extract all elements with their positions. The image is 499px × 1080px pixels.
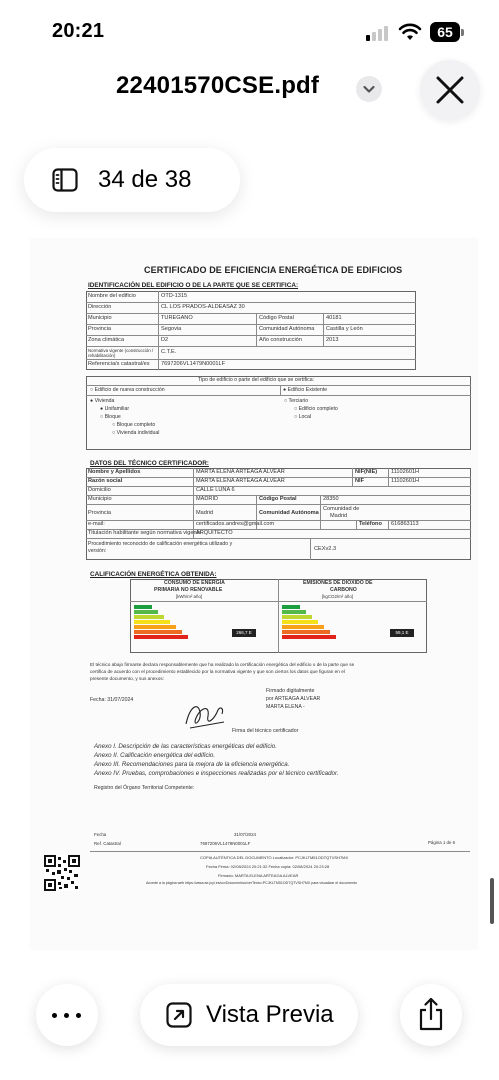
arrow-up-right-square-icon: [166, 1002, 192, 1028]
qr-code: [44, 855, 80, 891]
label-razon-social: Razón social: [88, 478, 123, 484]
emisiones-bar-b: [282, 610, 306, 614]
footer-ref-value: 7697206VL1479N0001LF: [200, 841, 251, 846]
label-provincia: Provincia: [88, 326, 112, 332]
consumo-title-1: CONSUMO DE ENERGÍA: [164, 580, 225, 586]
value-provincia: Segovia: [161, 326, 182, 332]
value-nif-nie: 11102601H: [391, 469, 420, 475]
label-municipio-tecnico: Municipio: [88, 496, 112, 502]
more-button[interactable]: [36, 984, 98, 1046]
wifi-icon: [398, 22, 422, 42]
value-telefono: 616863113: [391, 521, 419, 527]
battery-level: 65: [430, 22, 460, 42]
value-provincia-tecnico: Madrid: [196, 510, 214, 516]
label-domicilio: Domicilio: [88, 487, 111, 493]
option-local: ○ Local: [294, 414, 311, 420]
value-zona-climatica: D2: [161, 337, 169, 343]
chevron-down-icon: [356, 76, 382, 102]
consumo-bar-e: [134, 625, 176, 629]
option-bloque-completo: ○ Bloque completo: [112, 422, 156, 428]
vista-previa-label: Vista Previa: [206, 1001, 334, 1028]
value-nombre-edificio: OTD-1315: [161, 293, 188, 299]
annex-2: Anexo II. Calificación energética del edificio.: [94, 752, 216, 759]
label-ano-construccion: Año construcción: [259, 337, 302, 343]
firma-label: Firma del técnico certificador: [232, 728, 299, 734]
consumo-bar-b: [134, 610, 158, 614]
label-procedimiento-version: versión:: [88, 548, 107, 554]
consumo-bar-f: [134, 630, 182, 634]
label-direccion: Dirección: [88, 304, 112, 310]
option-edificio-existente: ● Edificio Existente: [283, 387, 328, 393]
value-razon-social: MARTA ELENA ARTEAGA ALVEAR: [196, 478, 285, 484]
label-titulacion: Titulación habilitante según normativa vigente: [88, 530, 202, 536]
option-edificio-completo: ○ Edificio completo: [294, 406, 338, 412]
consumo-bar-c: [134, 615, 164, 619]
consumo-unit: [kWh/m² año]: [176, 594, 203, 599]
option-vivienda-individual: ○ Vivienda individual: [112, 430, 160, 436]
value-municipio: TUREGANO: [161, 315, 193, 321]
footer-firmante: Firmado: MARTA ELENA ARTEAGA ALVEAR: [218, 873, 299, 878]
signed-digitally-2: por ARTEAGA ALVEAR: [266, 696, 321, 702]
close-button[interactable]: [420, 60, 480, 120]
signature-image: [180, 698, 230, 732]
consumo-value: 266,7 E: [232, 629, 256, 637]
signed-digitally-1: Firmado digitalmente: [266, 688, 315, 694]
option-bloque: ○ Bloque: [100, 414, 121, 420]
value-normativa: C.T.E.: [161, 349, 177, 355]
battery-icon: [430, 22, 464, 42]
scrollbar[interactable]: [490, 878, 494, 924]
label-email: e-mail:: [88, 521, 105, 527]
footer-ref-label: Ref. Catastral: [94, 841, 121, 846]
consumo-bar-g: [134, 635, 188, 639]
emisiones-title-2: CARBONO: [330, 587, 357, 593]
label-nif-nie: NIF(NIE): [355, 469, 378, 475]
value-titulacion: ARQUITECTO: [196, 530, 233, 536]
cellular-signal-icon: [366, 25, 390, 41]
label-referencia-catastral: Referencia/s catastral/es: [88, 361, 150, 367]
title-menu-button[interactable]: [356, 76, 382, 102]
consumo-bar-d: [134, 620, 170, 624]
emisiones-bar-c: [282, 615, 312, 619]
label-normativa: Normativa vigente (construcción / rehabilitación): [88, 348, 154, 358]
label-procedimiento: Procedimiento reconocido de calificación energética utilizado y: [88, 541, 233, 547]
option-vivienda: ● Vivienda: [90, 398, 115, 404]
label-provincia-tecnico: Provincia: [88, 510, 112, 516]
declaration-line-3: presente documento, y sus anexos:: [90, 676, 165, 681]
label-zona-climatica: Zona climática: [88, 337, 125, 343]
file-title[interactable]: 22401570CSE.pdf: [116, 72, 320, 99]
value-comunidad-tecnico-1: Comunidad de: [323, 506, 360, 512]
page-counter: 34 de 38: [98, 166, 192, 193]
annex-3: Anexo III. Recomendaciones para la mejora de la eficiencia energética.: [94, 761, 290, 768]
footer-firma-line: Fecha Firma: 02/08/2024 20:21:32 Fecha copia: 02/08/2024 20:23:28: [206, 864, 330, 869]
registro-label: Registro del Órgano Territorial Competente:: [94, 785, 195, 791]
share-button[interactable]: [400, 984, 462, 1046]
section-tecnico-header: DATOS DEL TÉCNICO CERTIFICADOR:: [90, 460, 209, 467]
label-cp-tecnico: Código Postal: [259, 496, 297, 502]
emisiones-bar-a: [282, 605, 300, 609]
value-comunidad-tecnico-2: Madrid: [330, 513, 348, 519]
label-codigo-postal: Código Postal: [259, 315, 294, 321]
consumo-bar-a: [134, 605, 152, 609]
annex-1: Anexo I. Descripción de las características energéticas del edificio.: [94, 743, 277, 750]
status-bar: [0, 0, 499, 64]
page-indicator[interactable]: [24, 148, 240, 212]
value-email: certificados.andres@gmail.com: [196, 521, 275, 527]
emisiones-unit: [kgCO2/m² año]: [322, 594, 353, 599]
footer-acceso: Accede a la página web https://www.ae.jcyl.es/ccvDocumentos/verTexto=PCJKLTM51ODTQTVSH7MX para visualizar el documento: [146, 881, 357, 885]
consumo-title-2: PRIMARIA NO RENOVABLE: [154, 587, 223, 593]
value-nombre-apellidos: MARTA ELENA ARTEAGA ALVEAR: [196, 469, 285, 475]
vista-previa-button[interactable]: [140, 984, 358, 1046]
declaration-date: Fecha: 31/07/2024: [90, 697, 134, 703]
value-procedimiento: CEXv2.3: [314, 546, 337, 552]
label-nombre-edificio: Nombre del edificio: [88, 293, 136, 299]
value-comunidad: Castilla y León: [326, 326, 363, 332]
emisiones-bar-d: [282, 620, 318, 624]
ellipsis-icon: [52, 1013, 57, 1018]
building-type-header: Tipo de edificio o parte del edificio que se certifica:: [198, 377, 315, 383]
value-cp-tecnico: 28350: [323, 496, 339, 502]
emisiones-bar-f: [282, 630, 330, 634]
emisiones-title-1: EMISIONES DE DIÓXIDO DE: [303, 580, 373, 586]
value-referencia-catastral: 7697206VL1479N0001LF: [161, 361, 226, 367]
label-municipio: Municipio: [88, 315, 112, 321]
label-comunidad: Comunidad Autónoma: [259, 326, 315, 332]
label-telefono: Teléfono: [359, 521, 382, 527]
value-direccion: CL LOS PRADOS-ALDEASAZ 30: [161, 304, 245, 310]
section-calificacion-header: CALIFICACIÓN ENERGÉTICA OBTENIDA:: [90, 571, 217, 578]
value-domicilio: CALLE LUNA 6: [196, 487, 235, 493]
value-nif: 11102601H: [391, 478, 420, 484]
footer-copia: COPIA AUTÉNTICA DEL DOCUMENTO Localizador: PCJKLTM51ODTQTVSH7MX: [200, 855, 349, 860]
sidebar-icon: [52, 168, 78, 192]
footer-fecha-value: 31/07/2024: [234, 832, 256, 837]
label-nif: NIF: [355, 478, 365, 484]
signed-digitally-3: MARTA ELENA -: [266, 704, 305, 710]
annex-4: Anexo IV. Pruebas, comprobaciones e inspecciones realizadas por el técnico certificador.: [94, 770, 339, 777]
option-nueva-construccion: ○ Edificio de nueva construcción: [90, 387, 165, 393]
footer-fecha-label: Fecha: [94, 832, 107, 837]
option-unifamiliar: ● Unifamiliar: [100, 406, 130, 412]
declaration-line-1: El técnico abajo firmante declara responsablemente que ha realizado la certificación energética del edificio o de la parte que se: [90, 662, 355, 667]
value-ano-construccion: 2013: [326, 337, 339, 343]
emisiones-value: 59,1 E: [390, 629, 414, 637]
label-comunidad-tecnico: Comunidad Autónoma: [259, 510, 319, 516]
footer-pagina: Página 1 de 6: [428, 840, 456, 845]
label-nombre-apellidos: Nombre y Apellidos: [88, 469, 141, 475]
declaration-line-2: certifica de acuerdo con el procedimiento establecido por la normativa vigente y que son ciertos los datos que figuran en el: [90, 669, 345, 674]
value-codigo-postal: 40181: [326, 315, 342, 321]
emisiones-bar-e: [282, 625, 324, 629]
status-time: 20:21: [52, 20, 105, 42]
value-municipio-tecnico: MADRID: [196, 496, 219, 502]
option-terciario: ○ Terciario: [284, 398, 309, 404]
section-identification-header: IDENTIFICACIÓN DEL EDIFICIO O DE LA PARTE QUE SE CERTIFICA:: [88, 282, 299, 289]
share-icon: [418, 997, 444, 1031]
emisiones-bar-g: [282, 635, 336, 639]
certificate-title: CERTIFICADO DE EFICIENCIA ENERGÉTICA DE EDIFICIOS: [144, 265, 403, 275]
close-icon: [420, 60, 480, 120]
pdf-page[interactable]: [30, 238, 478, 950]
